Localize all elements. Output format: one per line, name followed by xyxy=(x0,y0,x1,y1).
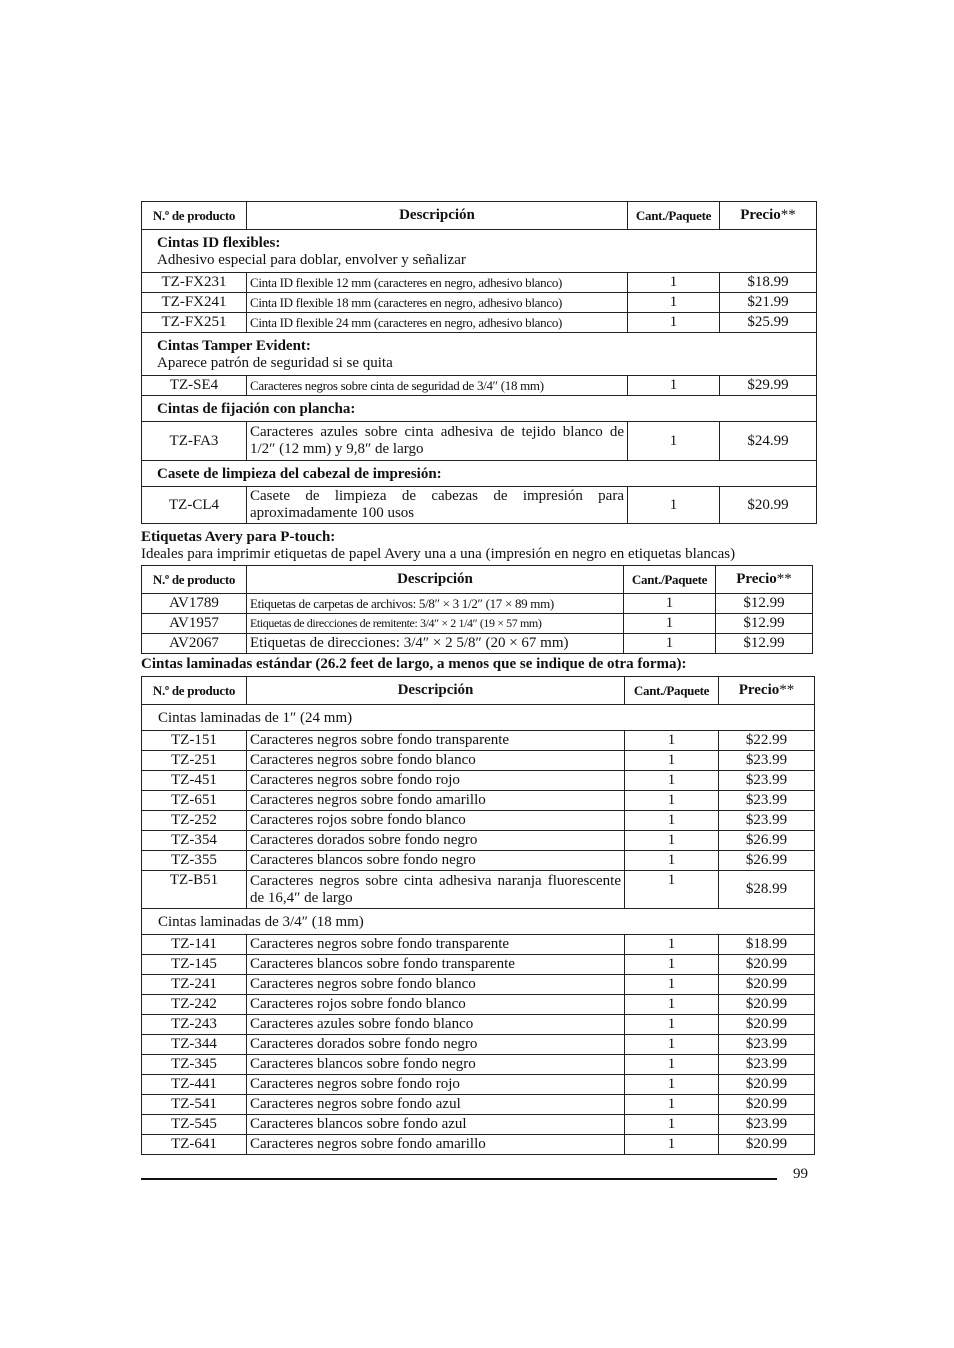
cell-qty: 1 xyxy=(624,614,716,634)
cell-desc: Caracteres negros sobre fondo amarillo xyxy=(247,1135,625,1155)
cell-desc: Cinta ID flexible 12 mm (caracteres en negro, adhesivo blanco) xyxy=(247,273,628,293)
cell-code: TZ-243 xyxy=(142,1015,247,1035)
group-title: Cintas laminadas de 1″ (24 mm) xyxy=(142,705,815,731)
category-title: Cintas ID flexibles: xyxy=(157,235,281,251)
cell-price: $23.99 xyxy=(719,771,815,791)
cell-desc: Cinta ID flexible 18 mm (caracteres en negro, adhesivo blanco) xyxy=(247,293,628,313)
group-title: Cintas laminadas de 3/4″ (18 mm) xyxy=(142,909,815,935)
cell-desc: Caracteres negros sobre fondo transparente xyxy=(247,935,625,955)
cell-code: TZ-FX241 xyxy=(142,293,247,313)
cell-price: $18.99 xyxy=(719,935,815,955)
category-title: Cintas Tamper Evident: xyxy=(157,338,311,354)
cell-price: $22.99 xyxy=(719,731,815,751)
col-price-label: Precio xyxy=(740,207,781,223)
cell-code: TZ-251 xyxy=(142,751,247,771)
cell-price: $20.99 xyxy=(719,1095,815,1115)
cell-qty: 1 xyxy=(625,955,719,975)
table-row xyxy=(142,871,815,909)
cell-desc: Caracteres negros sobre cinta de seguridad de 3/4″ (18 mm) xyxy=(247,376,628,396)
table-header xyxy=(142,202,817,230)
col-description: Descripción xyxy=(247,202,628,230)
col-price-label: Precio xyxy=(736,571,777,587)
price-mark: ** xyxy=(776,571,792,587)
col-price-label: Precio xyxy=(738,682,780,698)
cell-qty: 1 xyxy=(625,1015,719,1035)
cell-code: TZ-345 xyxy=(142,1055,247,1075)
cell-qty: 1 xyxy=(628,273,720,293)
avery-subtitle: Ideales para imprimir etiquetas de papel Avery una a una (impresión en negro en etiquetas blancas) xyxy=(141,546,736,562)
category-row xyxy=(142,230,817,273)
cell-qty: 1 xyxy=(625,871,719,909)
cell-desc: Caracteres azules sobre fondo blanco xyxy=(247,1015,625,1035)
cell-qty: 1 xyxy=(625,935,719,955)
col-price xyxy=(720,202,817,230)
table-row xyxy=(142,955,815,975)
cell-desc: Cinta ID flexible 24 mm (caracteres en negro, adhesivo blanco) xyxy=(247,313,628,333)
table-row xyxy=(142,273,817,293)
cell-price: $23.99 xyxy=(719,811,815,831)
cell-code: TZ-545 xyxy=(142,1115,247,1135)
cell-price: $12.99 xyxy=(716,634,813,654)
cell-desc: Etiquetas de direcciones: 3/4″ × 2 5/8″ (20 × 67 mm) xyxy=(247,634,624,654)
category-title: Casete de limpieza del cabezal de impresión: xyxy=(157,466,442,482)
cell-price: $21.99 xyxy=(720,293,817,313)
category-row xyxy=(142,461,817,487)
group-row xyxy=(142,705,815,731)
cell-code: TZ-B51 xyxy=(142,871,247,909)
table-row xyxy=(142,1035,815,1055)
cell-code: TZ-242 xyxy=(142,995,247,1015)
cell-code: TZ-CL4 xyxy=(142,487,247,524)
cell-desc: Caracteres blancos sobre fondo negro xyxy=(247,851,625,871)
col-price xyxy=(716,566,813,594)
category-row xyxy=(142,396,817,422)
table-row xyxy=(142,851,815,871)
cell-qty: 1 xyxy=(628,313,720,333)
cell-code: TZ-FX251 xyxy=(142,313,247,333)
category-title: Cintas de fijación con plancha: xyxy=(157,401,356,417)
table-row xyxy=(142,487,817,524)
cell-price: $28.99 xyxy=(719,871,815,909)
category-subtitle: Adhesivo especial para doblar, envolver y señalizar xyxy=(157,252,466,268)
cell-desc: Caracteres dorados sobre fondo negro xyxy=(247,831,625,851)
cell-desc: Caracteres negros sobre fondo transparente xyxy=(247,731,625,751)
cell-qty: 1 xyxy=(625,811,719,831)
category-cell xyxy=(142,230,817,273)
category-row xyxy=(142,333,817,376)
table-row xyxy=(142,791,815,811)
cell-qty: 1 xyxy=(625,1075,719,1095)
footer-rule xyxy=(141,1178,777,1180)
cell-desc: Etiquetas de direcciones de remitente: 3/4″ × 2 1/4″ (19 × 57 mm) xyxy=(247,614,624,634)
cell-code: TZ-241 xyxy=(142,975,247,995)
cell-price: $23.99 xyxy=(719,751,815,771)
cell-desc: Caracteres negros sobre fondo blanco xyxy=(247,975,625,995)
laminated-title: Cintas laminadas estándar (26.2 feet de largo, a menos que se indique de otra forma): xyxy=(141,656,687,672)
cell-qty: 1 xyxy=(625,1095,719,1115)
table-row xyxy=(142,1015,815,1035)
table-row xyxy=(142,1095,815,1115)
cell-desc: Caracteres azules sobre cinta adhesiva de tejido blanco de 1/2″ (12 mm) y 9,8″ de largo xyxy=(247,422,628,461)
category-cell xyxy=(142,461,817,487)
cell-desc: Caracteres negros sobre fondo rojo xyxy=(247,771,625,791)
cell-desc: Etiquetas de carpetas de archivos: 5/8″ × 3 1/2″ (17 × 89 mm) xyxy=(247,594,624,614)
table-specialty-tapes xyxy=(141,201,817,524)
table-row xyxy=(142,376,817,396)
col-product: N.º de producto xyxy=(142,677,247,705)
cell-price: $26.99 xyxy=(719,831,815,851)
col-qty: Cant./Paquete xyxy=(625,677,719,705)
cell-qty: 1 xyxy=(628,293,720,313)
cell-price: $20.99 xyxy=(719,975,815,995)
table-row xyxy=(142,1055,815,1075)
table-row xyxy=(142,594,813,614)
cell-qty: 1 xyxy=(625,791,719,811)
cell-code: TZ-252 xyxy=(142,811,247,831)
category-cell xyxy=(142,333,817,376)
table-laminated xyxy=(141,676,815,1155)
cell-code: TZ-651 xyxy=(142,791,247,811)
table-row xyxy=(142,751,815,771)
cell-code: TZ-151 xyxy=(142,731,247,751)
table-row xyxy=(142,313,817,333)
cell-price: $20.99 xyxy=(719,1075,815,1095)
table-row xyxy=(142,1075,815,1095)
table-row xyxy=(142,422,817,461)
price-mark: ** xyxy=(780,207,796,223)
category-subtitle: Aparece patrón de seguridad si se quita xyxy=(157,355,393,371)
cell-code: AV2067 xyxy=(142,634,247,654)
laminated-heading xyxy=(141,656,687,673)
col-price xyxy=(719,677,815,705)
cell-code: AV1957 xyxy=(142,614,247,634)
cell-price: $20.99 xyxy=(719,955,815,975)
cell-price: $25.99 xyxy=(720,313,817,333)
cell-desc: Caracteres negros sobre fondo azul xyxy=(247,1095,625,1115)
cell-code: TZ-145 xyxy=(142,955,247,975)
cell-desc: Caracteres rojos sobre fondo blanco xyxy=(247,811,625,831)
table-row xyxy=(142,614,813,634)
cell-price: $12.99 xyxy=(716,594,813,614)
cell-price: $23.99 xyxy=(719,1115,815,1135)
cell-desc: Caracteres blancos sobre fondo transparente xyxy=(247,955,625,975)
cell-qty: 1 xyxy=(628,376,720,396)
cell-qty: 1 xyxy=(625,751,719,771)
cell-qty: 1 xyxy=(624,594,716,614)
table-row xyxy=(142,731,815,751)
cell-price: $23.99 xyxy=(719,1055,815,1075)
cell-qty: 1 xyxy=(625,975,719,995)
cell-desc: Caracteres negros sobre fondo blanco xyxy=(247,751,625,771)
cell-code: TZ-141 xyxy=(142,935,247,955)
avery-heading xyxy=(141,529,735,563)
cell-desc: Casete de limpieza de cabezas de impresión para aproximadamente 100 usos xyxy=(247,487,628,524)
cell-code: TZ-FA3 xyxy=(142,422,247,461)
table-avery xyxy=(141,565,813,654)
cell-code: TZ-541 xyxy=(142,1095,247,1115)
cell-code: TZ-641 xyxy=(142,1135,247,1155)
cell-code: TZ-344 xyxy=(142,1035,247,1055)
table-row xyxy=(142,1135,815,1155)
cell-qty: 1 xyxy=(625,1035,719,1055)
cell-qty: 1 xyxy=(625,1135,719,1155)
cell-price: $23.99 xyxy=(719,791,815,811)
cell-desc: Caracteres dorados sobre fondo negro xyxy=(247,1035,625,1055)
avery-title: Etiquetas Avery para P-touch: xyxy=(141,529,336,545)
cell-price: $26.99 xyxy=(719,851,815,871)
cell-price: $20.99 xyxy=(719,995,815,1015)
cell-qty: 1 xyxy=(625,1055,719,1075)
cell-desc: Caracteres rojos sobre fondo blanco xyxy=(247,995,625,1015)
table-header xyxy=(142,677,815,705)
cell-qty: 1 xyxy=(624,634,716,654)
cell-price: $29.99 xyxy=(720,376,817,396)
cell-price: $24.99 xyxy=(720,422,817,461)
cell-code: TZ-355 xyxy=(142,851,247,871)
page-number: 99 xyxy=(793,1166,808,1182)
category-cell xyxy=(142,396,817,422)
table-row xyxy=(142,771,815,791)
cell-qty: 1 xyxy=(625,851,719,871)
col-qty: Cant./Paquete xyxy=(624,566,716,594)
col-product: N.º de producto xyxy=(142,566,247,594)
table-row xyxy=(142,1115,815,1135)
cell-price: $20.99 xyxy=(719,1015,815,1035)
cell-code: AV1789 xyxy=(142,594,247,614)
cell-qty: 1 xyxy=(625,1115,719,1135)
cell-code: TZ-354 xyxy=(142,831,247,851)
table-row xyxy=(142,811,815,831)
col-qty: Cant./Paquete xyxy=(628,202,720,230)
table-row xyxy=(142,634,813,654)
cell-code: TZ-SE4 xyxy=(142,376,247,396)
cell-code: TZ-441 xyxy=(142,1075,247,1095)
col-product: N.º de producto xyxy=(142,202,247,230)
cell-qty: 1 xyxy=(625,771,719,791)
cell-price: $23.99 xyxy=(719,1035,815,1055)
table-row xyxy=(142,975,815,995)
col-description: Descripción xyxy=(247,677,625,705)
cell-desc: Caracteres blancos sobre fondo azul xyxy=(247,1115,625,1135)
cell-code: TZ-451 xyxy=(142,771,247,791)
table-header xyxy=(142,566,813,594)
table-row xyxy=(142,995,815,1015)
col-description: Descripción xyxy=(247,566,624,594)
cell-code: TZ-FX231 xyxy=(142,273,247,293)
table-row xyxy=(142,293,817,313)
cell-qty: 1 xyxy=(628,487,720,524)
cell-qty: 1 xyxy=(625,831,719,851)
cell-qty: 1 xyxy=(625,731,719,751)
price-mark: ** xyxy=(779,682,795,698)
group-row xyxy=(142,909,815,935)
cell-desc: Caracteres negros sobre cinta adhesiva naranja fluorescente de 16,4″ de largo xyxy=(247,871,625,909)
table-row xyxy=(142,831,815,851)
cell-price: $12.99 xyxy=(716,614,813,634)
cell-price: $18.99 xyxy=(720,273,817,293)
cell-qty: 1 xyxy=(625,995,719,1015)
cell-desc: Caracteres blancos sobre fondo negro xyxy=(247,1055,625,1075)
cell-qty: 1 xyxy=(628,422,720,461)
table-row xyxy=(142,935,815,955)
cell-price: $20.99 xyxy=(719,1135,815,1155)
cell-desc: Caracteres negros sobre fondo amarillo xyxy=(247,791,625,811)
cell-price: $20.99 xyxy=(720,487,817,524)
cell-desc: Caracteres negros sobre fondo rojo xyxy=(247,1075,625,1095)
